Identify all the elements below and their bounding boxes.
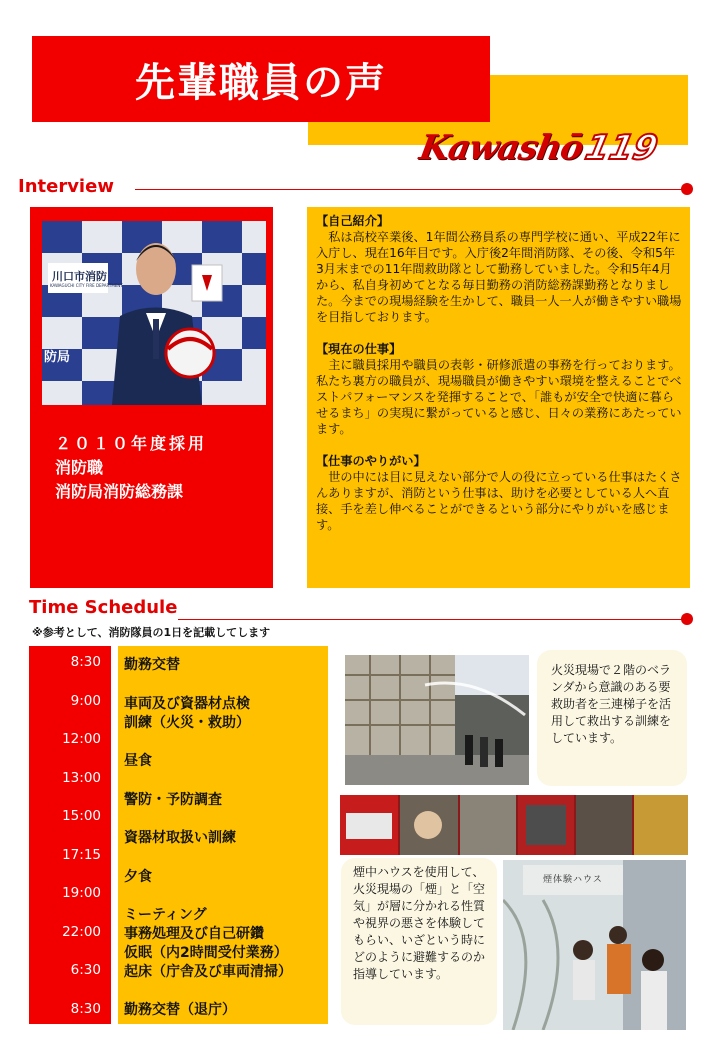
- section-title-rewarding: 【仕事のやりがい】: [316, 454, 426, 468]
- schedule-heading-dot: [681, 613, 693, 625]
- section-body-rewarding: 世の中には目に見えない部分で人の役に立っている仕事はたくさんありますが、消防という仕事は、助けを必要としている人へ直接、手を差し伸べることができるという部分にやりがいを感じます。: [316, 470, 682, 532]
- ladder-training-photo: [345, 655, 529, 785]
- time-item: 12:00: [62, 731, 101, 747]
- event-item: 勤務交替: [124, 657, 180, 673]
- section-title-intro: 【自己紹介】: [316, 214, 390, 228]
- schedule-heading: Time Schedule: [29, 597, 178, 618]
- smoke-house-photo: [503, 860, 686, 1030]
- schedule-heading-line: [178, 619, 683, 620]
- photo-side-text: 防局: [44, 350, 71, 365]
- section-body-intro: 私は高校卒業後、1年間公務員系の専門学校に通い、平成22年に入庁し、現在16年目です。入庁後2年間消防隊、その後、令和5年3月末までの11年間救助隊として勤務していました。令和5年4月から、私自身初めてとなる毎日勤務の消防総務課勤務となりました。今までの現場経験を生かして、職員一人一人が働きやすい職場を目指しております。: [316, 230, 682, 324]
- page-title: 先輩職員の声: [135, 59, 387, 106]
- profile-department: 消防局消防総務課: [55, 482, 184, 501]
- smoke-caption: 煙中ハウスを使用して、火災現場の「煙」と「空気」が層に分かれる性質や視界の悪さを体験してもらい、いざという時にどのように避難するのか指導しています。: [353, 865, 486, 981]
- schedule-events: [118, 646, 328, 1024]
- logo-number: 119: [582, 128, 662, 168]
- event-item: 警防・予防調査: [124, 792, 222, 808]
- interview-heading: Interview: [18, 176, 114, 197]
- time-item: 13:00: [62, 770, 101, 786]
- staff-photo: [42, 221, 266, 405]
- time-item: 9:00: [70, 693, 101, 709]
- time-item: 15:00: [62, 808, 101, 824]
- profile-info: [55, 432, 207, 504]
- ladder-caption: 火災現場で２階のベランダから意識のある要救助者を三連梯子を活用して救出する訓練をしています。: [551, 663, 672, 745]
- time-item: 8:30: [70, 654, 101, 670]
- event-item: 起床（庁舎及び車両清掃）: [124, 964, 292, 980]
- kawasho-119-logo: [416, 128, 680, 168]
- event-item: 車両及び資器材点検: [124, 696, 250, 712]
- interview-text: [316, 213, 682, 549]
- photo-sign-subtext: KAWAGUCHI CITY FIRE DEPARTMENT: [50, 283, 123, 288]
- interview-heading-line: [135, 189, 683, 190]
- photo-sign-text: 川口市消防: [52, 270, 107, 283]
- event-item: 昼食: [124, 753, 152, 769]
- event-item: 事務処理及び自己研鑽: [124, 926, 264, 942]
- event-item: 訓練（火災・救助）: [124, 715, 250, 731]
- smoke-caption-bubble: [341, 858, 497, 1025]
- profile-job: 消防職: [55, 458, 104, 477]
- time-item: 19:00: [62, 885, 101, 901]
- smoke-house-sign: 煙体験ハウス: [543, 875, 603, 885]
- section-body-current-work: 主に職員採用や職員の表彰・研修派遣の事務を行っております。私たち裏方の職員が、現場職員が働きやすい環境を整えることでベストパフォーマンスを発揮することで、「誰もが安全で快適に暮らせるまち」の実現に繋がっていると感じ、日々の業務にあたっています。: [316, 358, 682, 436]
- event-item: 資器材取扱い訓練: [124, 830, 236, 846]
- time-item: 17:15: [62, 847, 101, 863]
- time-item: 22:00: [62, 924, 101, 940]
- time-item: 8:30: [70, 1001, 101, 1017]
- schedule-note: ※参考として、消防隊員の1日を記載してします: [32, 626, 271, 639]
- profile-year: ２０１０年度採用: [55, 434, 208, 453]
- section-title-current-work: 【現在の仕事】: [316, 342, 402, 356]
- training-photo-strip: [340, 795, 688, 855]
- schedule-times: [29, 646, 111, 1024]
- interview-heading-dot: [681, 183, 693, 195]
- time-item: 6:30: [70, 962, 101, 978]
- header-title-box: [32, 36, 490, 122]
- event-item: 勤務交替（退庁）: [124, 1002, 236, 1018]
- event-item: 仮眠（内2時間受付業務）: [124, 945, 288, 961]
- event-item: 夕食: [124, 869, 152, 885]
- logo-text: Kawashō: [416, 128, 586, 168]
- event-item: ミーティング: [124, 907, 207, 923]
- ladder-caption-bubble: [537, 650, 687, 786]
